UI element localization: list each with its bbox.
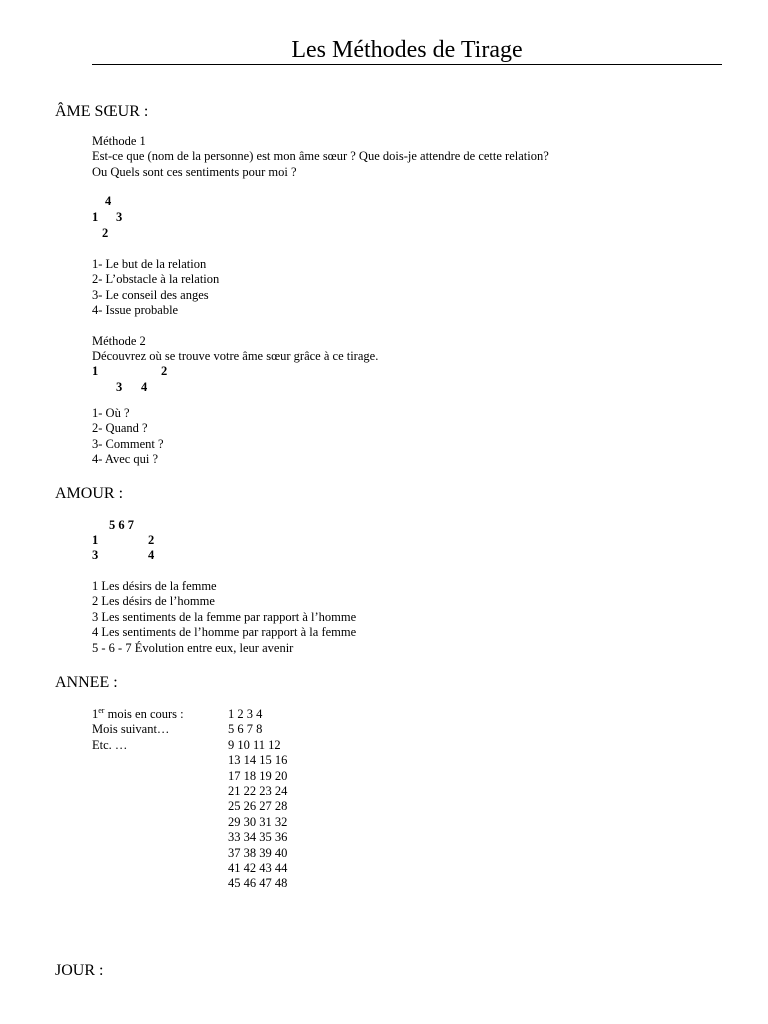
section-heading-annee: ANNEE : (55, 674, 118, 691)
list-item: 4- Issue probable (92, 303, 179, 318)
annee-labels (92, 707, 184, 753)
layout-card-3: 3 (92, 548, 99, 562)
annee-label-first-sup: er (98, 705, 105, 715)
methode2-intro (92, 334, 378, 365)
annee-rows (228, 707, 287, 892)
list-item: 5 - 6 - 7 Évolution entre eux, leur avenir (92, 640, 294, 655)
layout-card-3: 3 (116, 380, 123, 394)
methode2-items (92, 406, 164, 468)
methode1-label: Méthode 1 (92, 134, 146, 148)
annee-row: 17 18 19 20 (228, 768, 288, 783)
section-heading-ame-soeur: ÂME SŒUR : (55, 103, 149, 120)
annee-row: 21 22 23 24 (228, 783, 288, 798)
annee-row: 25 26 27 28 (228, 799, 288, 814)
list-item: 3- Comment ? (92, 436, 164, 451)
methode2-label: Méthode 2 (92, 334, 146, 348)
layout-card-1: 1 (92, 533, 99, 547)
layout-card-4: 4 (105, 194, 112, 208)
methode1-intro (92, 134, 549, 180)
list-item: 3 Les sentiments de la femme par rapport à l’homme (92, 609, 357, 624)
list-item: 1- Où ? (92, 406, 130, 420)
list-item: 2- Quand ? (92, 421, 148, 436)
layout-card-3: 3 (116, 210, 123, 224)
amour-items (92, 579, 356, 656)
annee-label-first (92, 707, 184, 722)
list-item: 4- Avec qui ? (92, 452, 159, 467)
annee-label: Etc. … (92, 737, 128, 752)
annee-row: 45 46 47 48 (228, 876, 288, 891)
list-item: 1 Les désirs de la femme (92, 579, 217, 593)
layout-card-2: 2 (161, 364, 168, 378)
layout-card-1: 1 (92, 364, 99, 378)
annee-row: 29 30 31 32 (228, 814, 288, 829)
annee-row: 5 6 7 8 (228, 722, 263, 737)
layout-card-2: 2 (102, 226, 109, 240)
page-title: Les Méthodes de Tirage (291, 37, 523, 63)
annee-row: 9 10 11 12 (228, 737, 281, 752)
list-item: 2- L’obstacle à la relation (92, 272, 220, 287)
annee-row: 33 34 35 36 (228, 830, 288, 845)
annee-label-first-rest: mois en cours : (104, 707, 184, 721)
section-heading-jour: JOUR : (55, 962, 104, 979)
layout-card-1: 1 (92, 210, 99, 224)
methode2-description: Découvrez où se trouve votre âme sœur grâce à ce tirage. (92, 349, 379, 364)
methode1-question-line1: Est-ce que (nom de la personne) est mon âme sœur ? Que dois-je attendre de cette relation? (92, 149, 549, 164)
layout-card-4: 4 (141, 380, 148, 394)
annee-label-first-num: 1 (92, 707, 99, 721)
list-item: 1- Le but de la relation (92, 257, 207, 271)
layout-card-4: 4 (148, 548, 155, 562)
list-item: 2 Les désirs de l’homme (92, 594, 215, 609)
annee-row: 41 42 43 44 (228, 860, 288, 875)
layout-card-5-6-7: 5 6 7 (109, 518, 134, 532)
annee-row: 37 38 39 40 (228, 845, 288, 860)
annee-row: 1 2 3 4 (228, 707, 263, 721)
methode1-question-line2: Ou Quels sont ces sentiments pour moi ? (92, 164, 297, 179)
layout-card-2: 2 (148, 533, 155, 547)
methode1-items (92, 257, 219, 319)
section-heading-amour: AMOUR : (55, 485, 124, 502)
annee-label: Mois suivant… (92, 722, 170, 737)
annee-row: 13 14 15 16 (228, 753, 288, 768)
list-item: 4 Les sentiments de l’homme par rapport à la femme (92, 625, 357, 640)
list-item: 3- Le conseil des anges (92, 287, 209, 302)
title-divider (92, 64, 722, 65)
